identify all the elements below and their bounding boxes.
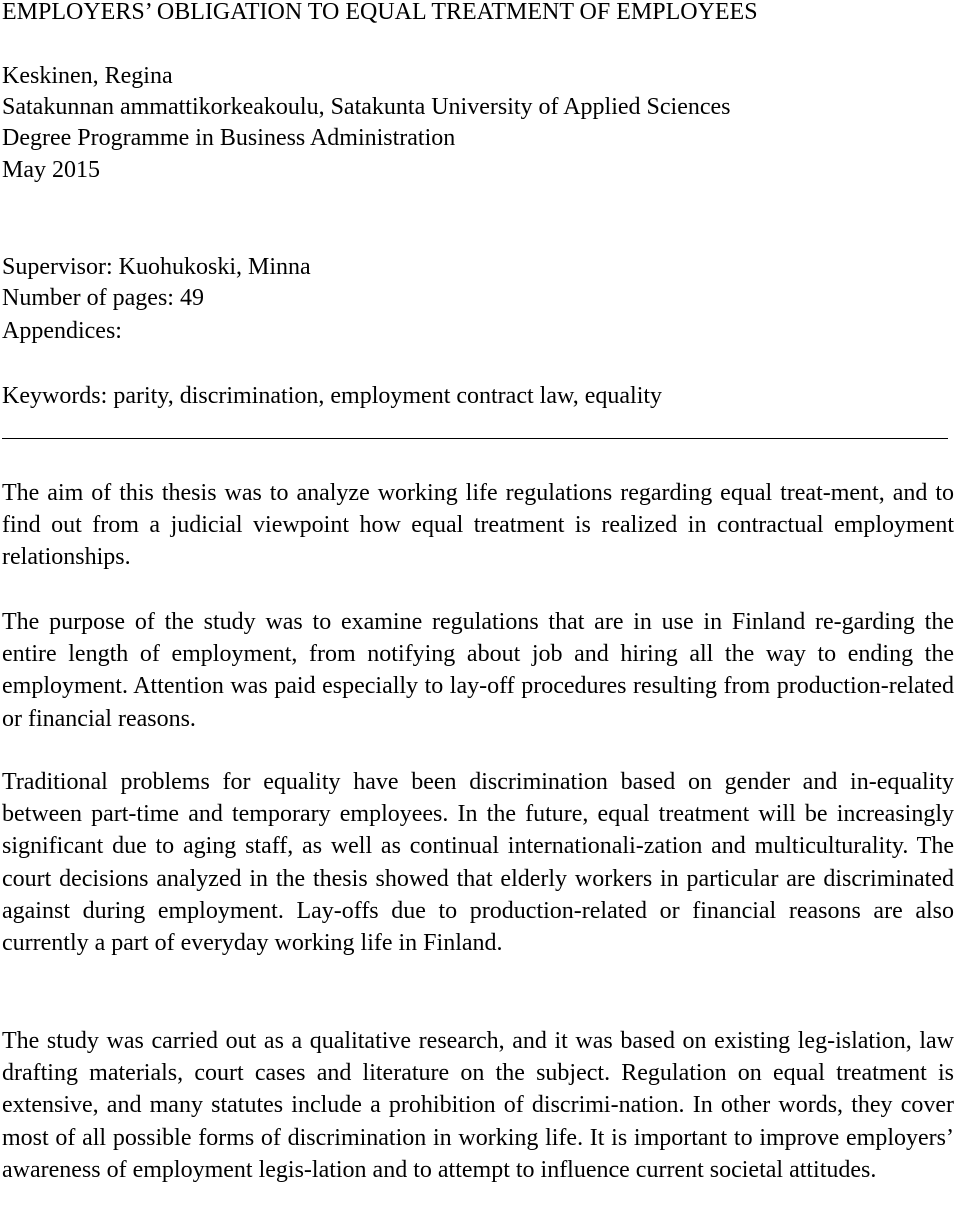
document-title: EMPLOYERS’ OBLIGATION TO EQUAL TREATMENT OF EMPLOYEES xyxy=(2,0,758,25)
abstract-paragraph: Traditional problems for equality have been discrimination based on gender and in-equality between part-time and temporary employees. In the future, equal treatment will be increasingly significant due to aging staff, as well as continual internationali-zation and multiculturality. The court decisions analyzed in the thesis showed that elderly workers in particular are discriminated against during employment. Lay-offs due to production-related or financial reasons are also currently a part of everyday working life in Finland. xyxy=(2,769,954,957)
abstract-paragraph: The aim of this thesis was to analyze working life regulations regarding equal treat-ment, and to find out from a judicial viewpoint how equal treatment is realized in contractual employment relationships. xyxy=(2,480,954,571)
separator-rule xyxy=(2,438,948,439)
pages-line: Number of pages: 49 xyxy=(2,285,204,311)
abstract-paragraph: The purpose of the study was to examine regulations that are in use in Finland re-garding the entire length of employment, from notifying about job and hiring all the way to ending the employment. Attention was paid especially to lay-off procedures resulting from production-related or financial reasons. xyxy=(2,609,954,732)
supervisor-line: Supervisor: Kuohukoski, Minna xyxy=(2,254,311,280)
programme-line: Degree Programme in Business Administration xyxy=(2,125,456,151)
institution-line: Satakunnan ammattikorkeakoulu, Satakunta University of Applied Sciences xyxy=(2,94,731,120)
author-line: Keskinen, Regina xyxy=(2,63,173,89)
abstract-paragraph: The study was carried out as a qualitative research, and it was based on existing leg-islation, law drafting materials, court cases and literature on the subject. Regulation on equal treatment is extensive, and many statutes include a prohibition of discrimi-nation. In other words, they cover most of all possible forms of discrimination in working life. It is important to improve employers’ awareness of employment legis-lation and to attempt to influence current societal attitudes. xyxy=(2,1028,954,1183)
keywords-line: Keywords: parity, discrimination, employment contract law, equality xyxy=(2,383,663,409)
appendices-line: Appendices: xyxy=(2,318,122,344)
date-line: May 2015 xyxy=(2,157,100,183)
